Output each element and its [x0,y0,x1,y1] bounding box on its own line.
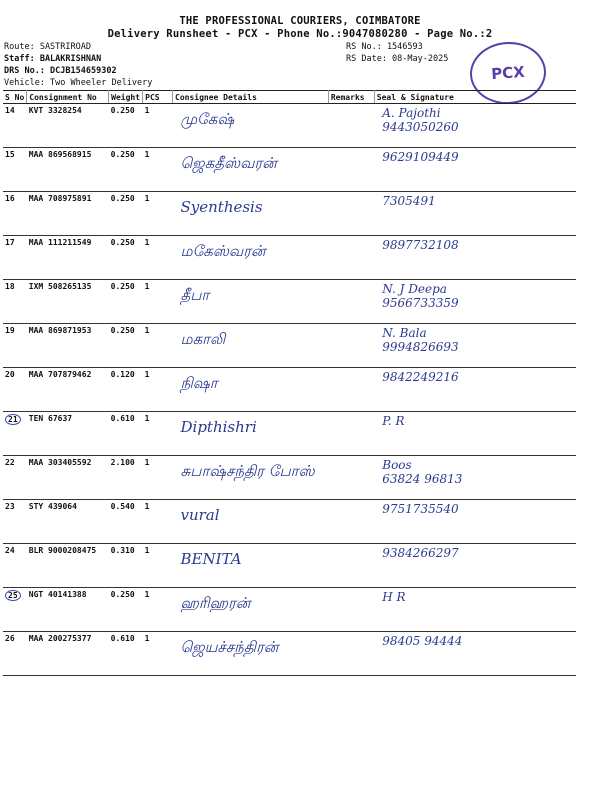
pieces-count-text: 1 [144,326,150,335]
pieces-count-text: 1 [144,282,150,291]
remarks-cell [328,280,374,324]
consignment-number [27,500,109,544]
consignment-number-text: MAA 707879462 [28,370,92,379]
consignment-number-text: STY 439064 [28,502,77,511]
pieces-count [143,192,173,236]
consignee-name-text: ஹரிஹரன் [180,594,251,612]
signature-text: H R [382,590,406,604]
signature-text: N. J Deepa 9566733359 [382,282,459,310]
pieces-count-text: 1 [144,414,150,423]
consignee-name [173,500,329,544]
weight-value [109,500,143,544]
remarks-cell [328,192,374,236]
signature [374,236,576,280]
pieces-count-text: 1 [144,634,150,643]
consignee-name-text: Dipthishri [180,418,257,436]
consignment-number [27,412,109,456]
serial-number-text: 15 [5,150,15,159]
weight-value-text: 2.100 [110,458,135,467]
consignment-number [27,456,109,500]
weight-value [109,236,143,280]
consignee-name [173,412,329,456]
serial-number-text: 25 [5,590,21,601]
rs-date: RS Date: 08-May-2025 [346,54,449,64]
consignee-name [173,368,329,412]
signature-text: 9842249216 [382,370,459,384]
weight-value [109,148,143,192]
consignment-number [27,324,109,368]
table-row [3,148,576,192]
pieces-count-text: 1 [144,590,150,599]
remarks-cell [328,104,374,148]
serial-number [3,280,27,324]
signature [374,500,576,544]
serial-number-text: 21 [5,414,21,425]
consignee-name-text: vural [180,506,220,524]
runsheet-table [3,90,576,676]
pieces-count-text: 1 [144,502,150,511]
signature [374,632,576,676]
signature-text: 7305491 [382,194,436,208]
table-row [3,588,576,632]
pieces-count [143,588,173,632]
pieces-count [143,104,173,148]
serial-number [3,588,27,632]
signature [374,456,576,500]
weight-value-text: 0.120 [110,370,135,379]
weight-value-text: 0.250 [110,150,135,159]
table-row [3,280,576,324]
consignment-number [27,588,109,632]
signature [374,588,576,632]
weight-value [109,632,143,676]
consignee-name [173,280,329,324]
consignee-name-text: சுபாஷ்சந்திர போஸ் [180,462,315,480]
table-row [3,104,576,148]
pieces-count [143,500,173,544]
signature [374,192,576,236]
consignee-name [173,236,329,280]
weight-value [109,456,143,500]
weight-value [109,192,143,236]
consignment-number-text: IXM 508265135 [28,282,92,291]
serial-number [3,456,27,500]
col-sno: S No [3,91,27,104]
consignment-number [27,368,109,412]
serial-number [3,192,27,236]
weight-value [109,544,143,588]
consignee-name-text: BENITA [180,550,242,568]
consignee-name [173,456,329,500]
signature-text: Boos 63824 96813 [382,458,463,486]
serial-number-text: 16 [5,194,15,203]
consignee-name-text: முகேஷ் [180,110,235,128]
serial-number [3,148,27,192]
staff-label: Staff: BALAKRISHNAN [4,54,102,64]
serial-number-text: 20 [5,370,15,379]
consignment-number-text: MAA 303405592 [28,458,92,467]
remarks-cell [328,588,374,632]
pieces-count [143,632,173,676]
weight-value-text: 0.250 [110,590,135,599]
serial-number-text: 17 [5,238,15,247]
table-row [3,632,576,676]
pieces-count [143,412,173,456]
signature [374,412,576,456]
remarks-cell [328,368,374,412]
serial-number-text: 22 [5,458,15,467]
weight-value [109,588,143,632]
weight-value [109,412,143,456]
col-seal: Seal & Signature [374,91,576,104]
table-row [3,368,576,412]
consignment-number [27,236,109,280]
rs-number: RS No.: 1546593 [346,42,423,52]
serial-number [3,544,27,588]
remarks-cell [328,148,374,192]
serial-number-text: 14 [5,106,15,115]
consignment-number-text: TEN 67637 [28,414,73,423]
col-pcs: PCS [143,91,173,104]
consignment-number [27,632,109,676]
remarks-cell [328,324,374,368]
consignee-name [173,104,329,148]
pieces-count [143,368,173,412]
weight-value-text: 0.250 [110,238,135,247]
consignee-name [173,588,329,632]
vehicle-label: Vehicle: Two Wheeler Delivery [4,78,153,88]
consignee-name [173,148,329,192]
weight-value [109,324,143,368]
consignment-number-text: BLR 9000208475 [28,546,97,555]
serial-number [3,412,27,456]
signature [374,324,576,368]
signature-text: 98405 94444 [382,634,463,648]
serial-number-text: 26 [5,634,15,643]
signature-text: A. Pajothi 9443050260 [382,106,459,134]
serial-number [3,324,27,368]
company-title: THE PROFESSIONAL COURIERS, COIMBATORE [179,15,421,27]
weight-value-text: 0.250 [110,194,135,203]
signature-text: 9897732108 [382,238,459,252]
weight-value-text: 0.610 [110,414,135,423]
weight-value-text: 0.610 [110,634,135,643]
pieces-count [143,544,173,588]
weight-value-text: 0.250 [110,106,135,115]
weight-value-text: 0.310 [110,546,135,555]
consignment-number [27,192,109,236]
consignment-number-text: MAA 869871953 [28,326,92,335]
col-remarks: Remarks [328,91,374,104]
signature [374,368,576,412]
consignee-name [173,192,329,236]
consignment-number [27,544,109,588]
pieces-count-text: 1 [144,238,150,247]
pieces-count [143,236,173,280]
serial-number-text: 19 [5,326,15,335]
table-row [3,236,576,280]
consignment-number-text: MAA 200275377 [28,634,92,643]
signature-text: N. Bala 9994826693 [382,326,459,354]
weight-value [109,280,143,324]
weight-value-text: 0.250 [110,326,135,335]
consignment-number [27,104,109,148]
consignee-name [173,544,329,588]
consignee-name-text: ஜெகதீஸ்வரன் [180,154,277,172]
table-row [3,412,576,456]
consignee-name-text: நிஷா [180,374,218,392]
consignment-number-text: MAA 869568915 [28,150,92,159]
consignee-name [173,632,329,676]
consignment-number-text: KVT 3328254 [28,106,82,115]
signature-text: 9384266297 [382,546,459,560]
signature-text: 9629109449 [382,150,459,164]
col-consignee: Consignee Details [173,91,329,104]
remarks-cell [328,456,374,500]
table-row [3,324,576,368]
pcx-stamp: PCX [468,39,548,106]
pieces-count [143,324,173,368]
serial-number-text: 18 [5,282,15,291]
table-header-row [3,91,576,104]
consignment-number-text: MAA 111211549 [28,238,92,247]
pieces-count [143,148,173,192]
serial-number-text: 23 [5,502,15,511]
signature-text: 9751735540 [382,502,459,516]
consignment-number [27,280,109,324]
pieces-count-text: 1 [144,194,150,203]
table-row [3,192,576,236]
signature [374,544,576,588]
remarks-cell [328,236,374,280]
consignment-number-text: MAA 708975891 [28,194,92,203]
table-row [3,500,576,544]
consignee-name-text: தீபா [180,286,210,304]
consignee-name [173,324,329,368]
consignee-name-text: ஜெயச்சந்திரன் [180,638,279,656]
pieces-count-text: 1 [144,458,150,467]
pieces-count-text: 1 [144,546,150,555]
remarks-cell [328,544,374,588]
consignment-number-text: NGT 40141388 [28,590,87,599]
signature [374,104,576,148]
table-row [3,456,576,500]
consignment-number [27,148,109,192]
remarks-cell [328,412,374,456]
consignee-name-text: மகேஸ்வரன் [180,242,266,260]
weight-value [109,104,143,148]
pieces-count [143,456,173,500]
signature [374,148,576,192]
serial-number [3,500,27,544]
route-label: Route: SASTRIROAD [4,42,91,52]
serial-number [3,632,27,676]
pieces-count-text: 1 [144,106,150,115]
signature-text: P. R [382,414,405,428]
weight-value-text: 0.540 [110,502,135,511]
col-consignment: Consignment No [27,91,109,104]
serial-number [3,236,27,280]
serial-number [3,368,27,412]
table-row [3,544,576,588]
serial-number-text: 24 [5,546,15,555]
consignee-name-text: மகாலி [180,330,226,348]
remarks-cell [328,632,374,676]
remarks-cell [328,500,374,544]
drs-label: DRS No.: DCJB154659302 [4,66,117,76]
pieces-count [143,280,173,324]
runsheet-subtitle: Delivery Runsheet - PCX - Phone No.:9047080280 - Page No.:2 [107,28,493,40]
weight-value [109,368,143,412]
signature [374,280,576,324]
serial-number [3,104,27,148]
consignee-name-text: Syenthesis [180,198,263,216]
pieces-count-text: 1 [144,150,150,159]
col-weight: Weight [109,91,143,104]
weight-value-text: 0.250 [110,282,135,291]
pieces-count-text: 1 [144,370,150,379]
